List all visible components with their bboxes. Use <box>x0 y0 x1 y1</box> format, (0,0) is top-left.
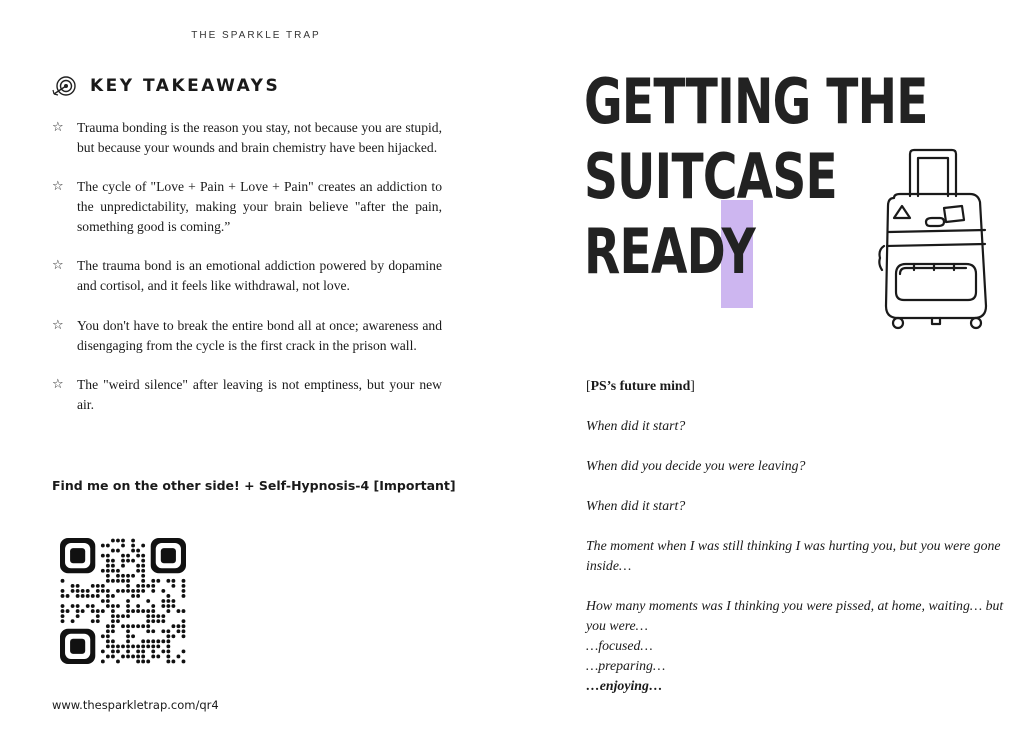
qr-module <box>161 599 165 603</box>
qr-module <box>136 594 140 598</box>
qr-module <box>141 644 145 648</box>
poem-line: …focused… <box>586 638 653 653</box>
qr-module <box>81 594 85 598</box>
qr-module <box>131 609 135 613</box>
qr-module <box>182 609 186 613</box>
star-icon: ☆ <box>52 258 64 273</box>
qr-module <box>76 584 80 588</box>
qr-module <box>161 629 165 633</box>
qr-module <box>166 629 170 633</box>
qr-module <box>121 579 125 583</box>
qr-module <box>126 559 130 563</box>
qr-module <box>121 574 125 578</box>
qr-module <box>166 655 170 659</box>
qr-module <box>166 604 170 608</box>
qr-module <box>61 604 65 608</box>
qr-module <box>111 579 115 583</box>
qr-module <box>106 564 110 568</box>
qr-module <box>106 594 110 598</box>
qr-module <box>106 554 110 558</box>
qr-module <box>126 639 130 643</box>
poem-line: When did you decide you were leaving? <box>586 458 806 473</box>
qr-module <box>101 569 105 573</box>
qr-module <box>141 609 145 613</box>
qr-module <box>151 614 155 618</box>
qr-module <box>182 660 186 664</box>
qr-module <box>66 594 70 598</box>
qr-module <box>71 604 75 608</box>
qr-module <box>141 660 145 664</box>
qr-module <box>126 614 130 618</box>
target-dart-icon <box>52 74 78 98</box>
qr-module <box>177 655 181 659</box>
qr-module <box>177 629 181 633</box>
qr-module <box>146 599 150 603</box>
qr-module <box>182 594 186 598</box>
poem-line: The moment when I was still thinking I was hurting you, but you were gone inside… <box>586 538 1001 573</box>
qr-module <box>151 619 155 623</box>
chapter-title-line: READY <box>584 215 755 288</box>
qr-module <box>182 619 186 623</box>
qr-module <box>131 624 135 628</box>
qr-module <box>146 644 150 648</box>
qr-module <box>106 644 110 648</box>
qr-module <box>131 594 135 598</box>
qr-module <box>106 604 110 608</box>
qr-module <box>136 584 140 588</box>
qr-module <box>161 589 165 593</box>
list-item: ☆ The cycle of "Love + Pain + Love + Pain" creates an addiction to the unpredictability, making your brain believe "after the pain, something good is coming.” <box>52 179 442 234</box>
qr-module <box>146 614 150 618</box>
qr-module <box>136 564 140 568</box>
qr-module <box>136 549 140 553</box>
list-item: ☆ The "weird silence" after leaving is not emptiness, but your new air. <box>52 377 442 412</box>
qr-module <box>126 589 130 593</box>
qr-module <box>151 584 155 588</box>
qr-module <box>91 584 95 588</box>
qr-module <box>182 589 186 593</box>
takeaways-list <box>52 118 442 434</box>
qr-module <box>121 564 125 568</box>
qr-module <box>81 609 85 613</box>
qr-module <box>146 629 150 633</box>
qr-module <box>126 609 130 613</box>
qr-module <box>86 604 90 608</box>
qr-module <box>136 589 140 593</box>
star-icon: ☆ <box>52 377 64 392</box>
qr-module <box>106 655 110 659</box>
running-header: THE SPARKLE TRAP <box>191 30 321 41</box>
qr-module <box>121 644 125 648</box>
qr-module <box>182 629 186 633</box>
qr-module <box>182 649 186 653</box>
qr-module <box>86 589 90 593</box>
qr-module <box>136 569 140 573</box>
poem-line: How many moments was I thinking you were pissed, at home, waiting… but you were… <box>586 598 1004 633</box>
qr-module <box>151 639 155 643</box>
qr-module <box>126 584 130 588</box>
qr-module <box>121 655 125 659</box>
qr-module <box>166 644 170 648</box>
qr-module <box>116 614 120 618</box>
qr-module <box>106 559 110 563</box>
star-icon: ☆ <box>52 179 64 194</box>
qr-module <box>101 584 105 588</box>
qr-module <box>171 634 175 638</box>
qr-module <box>141 624 145 628</box>
qr-module <box>146 584 150 588</box>
qr-module <box>146 639 150 643</box>
qr-module <box>182 624 186 628</box>
qr-module <box>156 655 160 659</box>
qr-module <box>116 549 120 553</box>
qr-module <box>101 649 105 653</box>
poem-line: When did it start? <box>586 498 686 513</box>
qr-module <box>141 554 145 558</box>
poem-text <box>586 376 1006 696</box>
qr-module <box>111 539 115 543</box>
right-page <box>512 0 1024 732</box>
qr-module <box>101 589 105 593</box>
qr-module <box>101 609 105 613</box>
chapter-title-line: SUITCASE <box>584 140 837 213</box>
qr-module <box>106 574 110 578</box>
qr-module <box>106 569 110 573</box>
qr-module <box>126 655 130 659</box>
qr-module <box>71 589 75 593</box>
qr-module <box>146 609 150 613</box>
qr-module <box>131 634 135 638</box>
qr-module <box>61 609 65 613</box>
qr-module <box>61 614 65 618</box>
qr-module <box>166 634 170 638</box>
qr-module <box>111 649 115 653</box>
qr-module <box>61 589 65 593</box>
qr-module <box>161 639 165 643</box>
qr-module <box>166 649 170 653</box>
qr-module <box>131 544 135 548</box>
qr-module <box>126 554 130 558</box>
qr-module <box>141 559 145 563</box>
star-icon: ☆ <box>52 120 64 135</box>
qr-module <box>96 594 100 598</box>
qr-module <box>151 604 155 608</box>
qr-module <box>161 604 165 608</box>
qr-module <box>166 594 170 598</box>
qr-module <box>131 549 135 553</box>
qr-module <box>121 589 125 593</box>
qr-module <box>91 609 95 613</box>
qr-module <box>131 644 135 648</box>
qr-module <box>151 649 155 653</box>
qr-module <box>166 599 170 603</box>
qr-module <box>111 564 115 568</box>
qr-module <box>61 619 65 623</box>
qr-module <box>141 564 145 568</box>
qr-module <box>136 624 140 628</box>
qr-module <box>146 624 150 628</box>
qr-module <box>101 544 105 548</box>
qr-module <box>151 589 155 593</box>
qr-module <box>141 655 145 659</box>
qr-module <box>91 594 95 598</box>
qr-module <box>106 629 110 633</box>
qr-module <box>101 599 105 603</box>
qr-module <box>91 604 95 608</box>
qr-module <box>131 655 135 659</box>
qr-module <box>106 589 110 593</box>
qr-module <box>131 589 135 593</box>
qr-module <box>101 634 105 638</box>
qr-module <box>111 624 115 628</box>
qr-module <box>141 569 145 573</box>
qr-module <box>136 609 140 613</box>
qr-module <box>111 549 115 553</box>
qr-module <box>126 649 130 653</box>
qr-module <box>116 604 120 608</box>
list-item: ☆ Trauma bonding is the reason you stay, not because you are stupid, but because your wounds and brain chemistry have been hijacked. <box>52 120 442 155</box>
suitcase-icon <box>874 146 996 332</box>
qr-module <box>106 624 110 628</box>
qr-module <box>166 579 170 583</box>
qr-module <box>171 624 175 628</box>
qr-module <box>126 574 130 578</box>
qr-module <box>101 554 105 558</box>
qr-module <box>86 594 90 598</box>
qr-module <box>96 589 100 593</box>
qr-module <box>141 589 145 593</box>
qr-module <box>126 644 130 648</box>
qr-module <box>151 609 155 613</box>
qr-module <box>171 579 175 583</box>
qr-module <box>161 614 165 618</box>
qr-module <box>156 619 160 623</box>
key-takeaways-heading <box>52 74 280 98</box>
qr-code-icon[interactable] <box>60 538 186 664</box>
qr-module <box>111 559 115 563</box>
qr-module <box>96 609 100 613</box>
qr-module <box>121 559 125 563</box>
qr-module <box>111 619 115 623</box>
qr-module <box>116 539 120 543</box>
qr-module <box>106 579 110 583</box>
qr-module <box>111 569 115 573</box>
list-item: ☆ The trauma bond is an emotional addiction powered by dopamine and cortisol, and it feels like withdrawal, not love. <box>52 258 442 293</box>
qr-module <box>76 604 80 608</box>
qr-module <box>111 594 115 598</box>
section-title: KEY TAKEAWAYS <box>90 76 281 96</box>
qr-module <box>76 609 80 613</box>
qr-module <box>131 559 135 563</box>
qr-module <box>141 639 145 643</box>
qr-module <box>76 589 80 593</box>
qr-module <box>146 619 150 623</box>
qr-module <box>126 624 130 628</box>
qr-module <box>111 639 115 643</box>
poem-line: …enjoying… <box>586 678 663 693</box>
qr-module <box>171 660 175 664</box>
qr-module <box>81 589 85 593</box>
qr-module <box>61 594 65 598</box>
qr-module <box>156 614 160 618</box>
qr-module <box>111 609 115 613</box>
qr-module <box>121 544 125 548</box>
qr-module <box>131 539 135 543</box>
qr-module <box>141 544 145 548</box>
qr-module <box>106 639 110 643</box>
qr-module <box>146 660 150 664</box>
qr-module <box>96 614 100 618</box>
qr-module <box>136 554 140 558</box>
qr-module <box>131 574 135 578</box>
qr-module <box>121 539 125 543</box>
poem-line: When did it start? <box>586 418 686 433</box>
qr-module <box>76 614 80 618</box>
qr-module <box>121 554 125 558</box>
speaker-tag: [PS’s future mind] <box>586 378 695 393</box>
qr-module <box>91 619 95 623</box>
qr-module <box>116 569 120 573</box>
qr-module <box>116 619 120 623</box>
chapter-title-line: GETTING THE <box>584 65 928 138</box>
qr-module <box>182 579 186 583</box>
qr-module <box>136 604 140 608</box>
qr-module <box>71 584 75 588</box>
qr-module <box>141 579 145 583</box>
qr-module <box>121 624 125 628</box>
qr-module <box>66 609 70 613</box>
qr-module <box>151 644 155 648</box>
star-icon: ☆ <box>52 318 64 333</box>
qr-module <box>71 619 75 623</box>
qr-module <box>106 544 110 548</box>
qr-module <box>141 649 145 653</box>
qr-module <box>166 609 170 613</box>
qr-module <box>166 660 170 664</box>
qr-module <box>177 624 181 628</box>
qr-module <box>126 634 130 638</box>
qr-module <box>141 574 145 578</box>
qr-module <box>76 594 80 598</box>
qr-module <box>171 599 175 603</box>
qr-module <box>166 639 170 643</box>
qr-module <box>116 589 120 593</box>
qr-module <box>111 644 115 648</box>
qr-module <box>136 655 140 659</box>
qr-module <box>116 660 120 664</box>
qr-module <box>106 599 110 603</box>
qr-module <box>116 649 120 653</box>
qr-module <box>106 634 110 638</box>
qr-module <box>156 579 160 583</box>
qr-module <box>126 579 130 583</box>
qr-module <box>136 649 140 653</box>
qr-module <box>126 629 130 633</box>
qr-module <box>151 655 155 659</box>
qr-module <box>101 660 105 664</box>
list-item: ☆ You don't have to break the entire bond all at once; awareness and disengaging from the cycle is the first crack in the prison wall. <box>52 318 442 353</box>
qr-module <box>136 660 140 664</box>
qr-module <box>121 614 125 618</box>
qr-module <box>161 649 165 653</box>
qr-module <box>141 584 145 588</box>
qr-module <box>177 609 181 613</box>
qr-module <box>61 579 65 583</box>
qr-module <box>111 655 115 659</box>
qr-module <box>136 644 140 648</box>
qr-module <box>182 584 186 588</box>
qr-module <box>116 644 120 648</box>
poem-line: …preparing… <box>586 658 666 673</box>
qr-module <box>111 614 115 618</box>
qr-module <box>111 629 115 633</box>
call-to-action: Find me on the other side! + Self-Hypnosis-4 [Important] <box>52 478 456 493</box>
qr-module <box>171 604 175 608</box>
qr-module <box>116 579 120 583</box>
qr-module <box>156 639 160 643</box>
qr-module <box>182 634 186 638</box>
website-link[interactable]: www.thesparkletrap.com/qr4 <box>52 698 219 712</box>
qr-module <box>116 574 120 578</box>
qr-module <box>96 584 100 588</box>
qr-module <box>161 619 165 623</box>
qr-module <box>156 644 160 648</box>
qr-module <box>151 579 155 583</box>
qr-module <box>126 604 130 608</box>
qr-module <box>111 604 115 608</box>
qr-module <box>151 629 155 633</box>
qr-module <box>126 599 130 603</box>
qr-module <box>96 619 100 623</box>
qr-module <box>171 584 175 588</box>
